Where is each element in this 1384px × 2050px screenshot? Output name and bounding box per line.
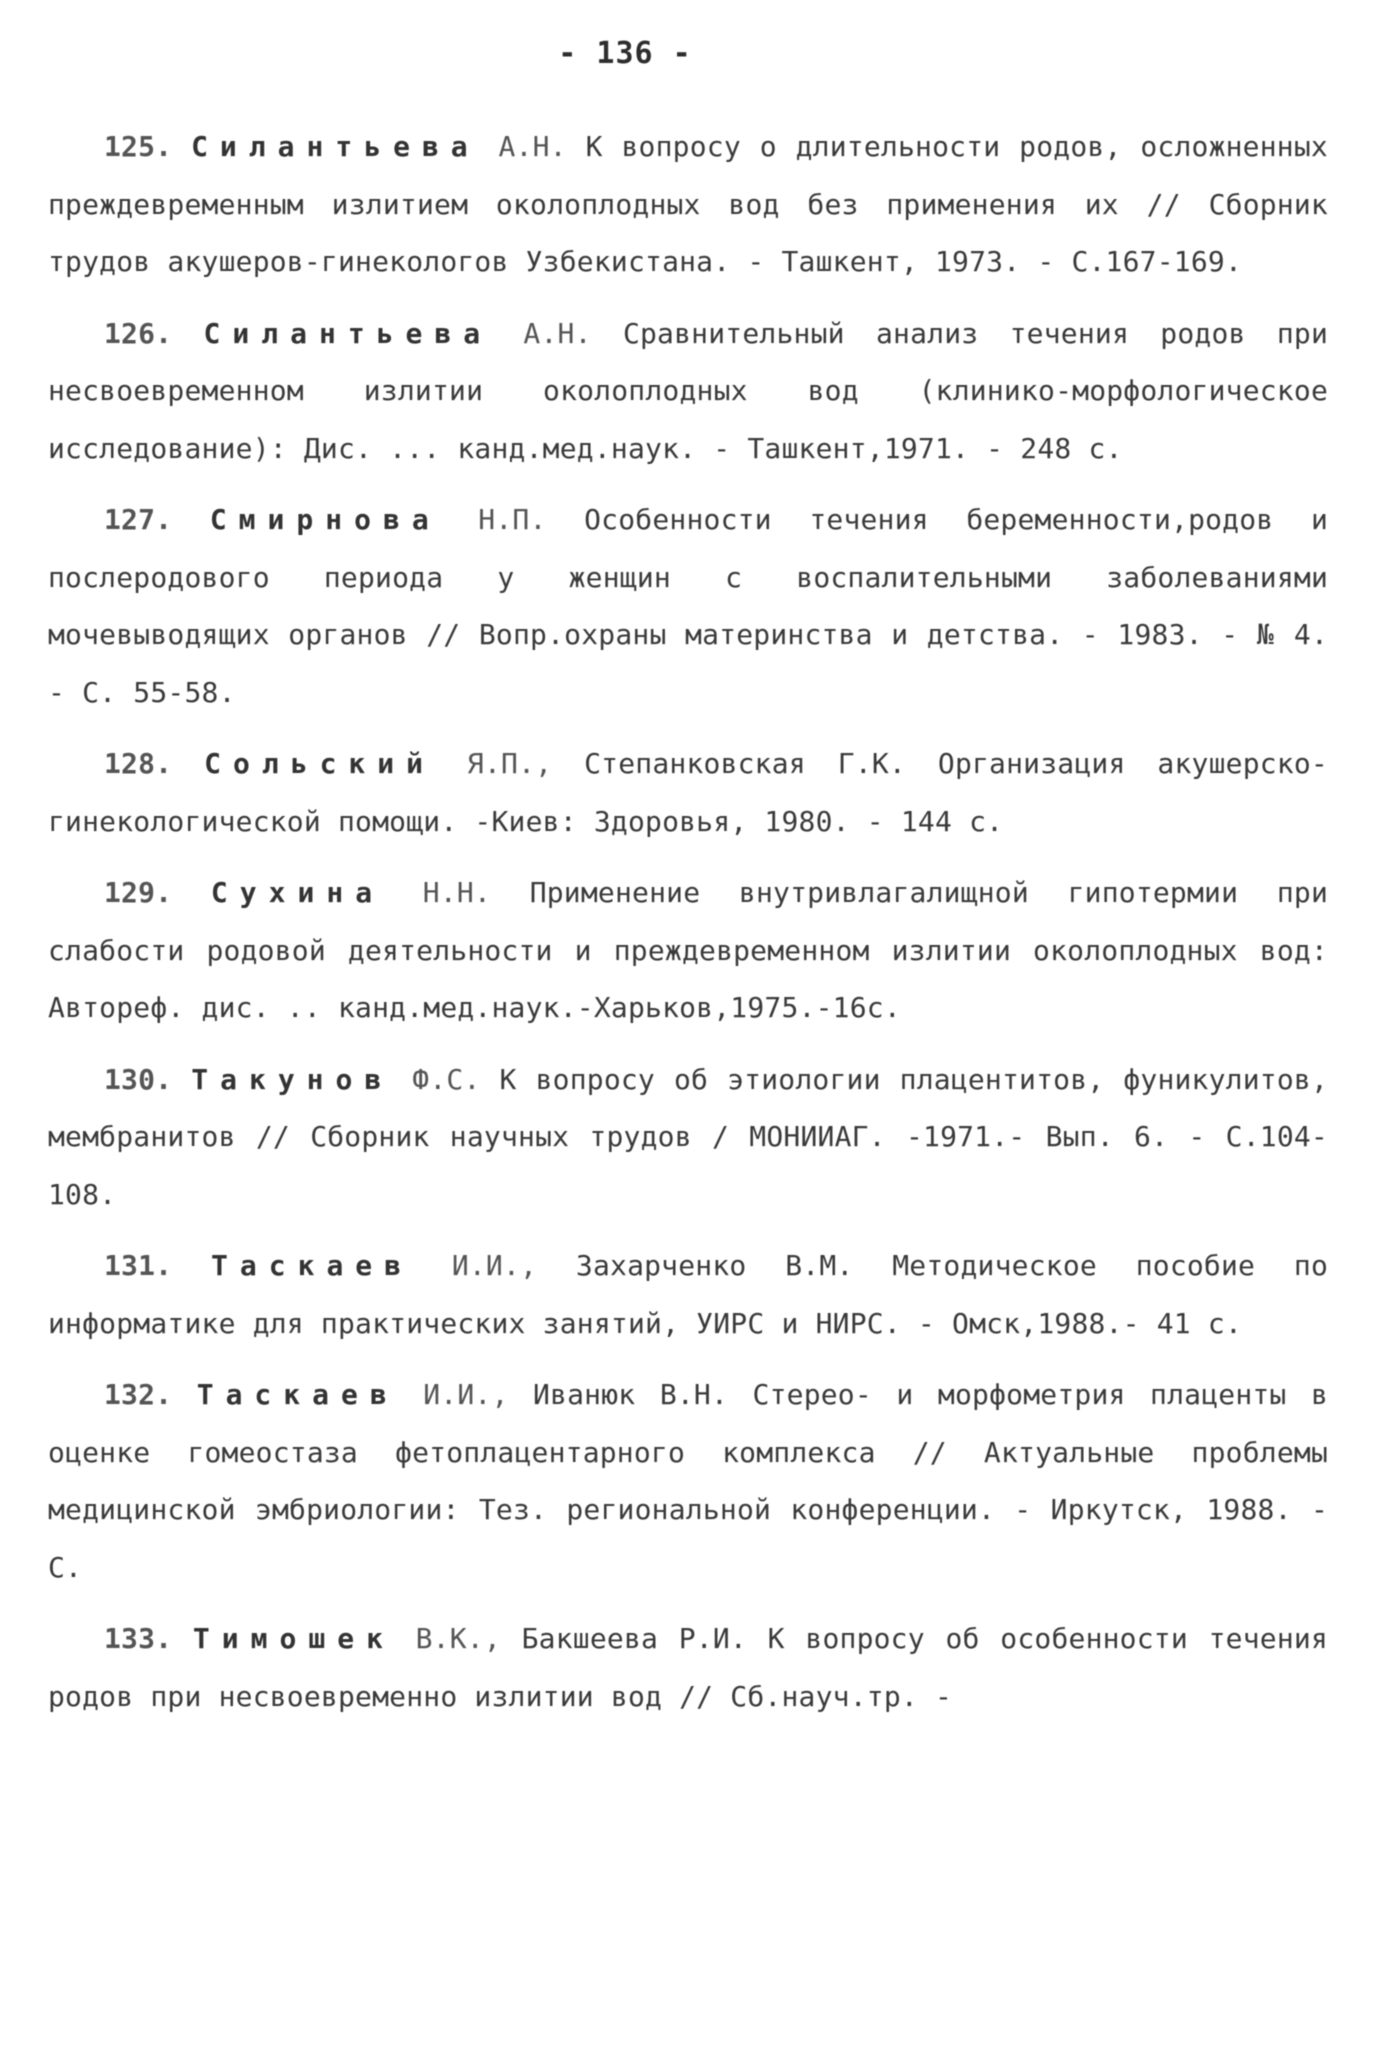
bibliography-entry-126 bbox=[48, 305, 1328, 478]
bibliography-entry-128 bbox=[48, 735, 1328, 850]
entry-initials: Я.П., bbox=[466, 747, 553, 780]
entry-initials: И.И., bbox=[423, 1378, 509, 1411]
entry-initials: В.К., bbox=[415, 1622, 501, 1655]
entry-author: Силантьева bbox=[191, 130, 480, 163]
entry-text: Степанковская Г.К. Организация акушерско-гинекологической помощи. -Киев: Здоровья, 1980. - 144 с. bbox=[48, 747, 1328, 838]
entry-text: Применение внутривлагалищной гипотермии при слабости родовой деятельности и преждевременном излитии околоплодных вод: Автореф. дис. .. канд.мед.наук.-Харьков,1975.-16с. bbox=[48, 876, 1329, 1024]
entry-text: К вопросу об этиологии плацентитов, фуникулитов, мембранитов // Сборник научных трудов / МОНИИАГ. -1971.- Вып. 6. - С.104-108. bbox=[48, 1062, 1329, 1211]
entry-number: 133. bbox=[104, 1622, 173, 1655]
bibliography-entry-133 bbox=[48, 1610, 1328, 1725]
entry-text: Сравнительный анализ течения родов при несвоевременном излитии околоплодных вод (клинико-морфологическое исследование): Дис. ... канд.мед.наук. - Ташкент,1971. - 248 с. bbox=[48, 316, 1329, 465]
entry-text: К вопросу о длительности родов, осложненных преждевременным излитием околоплодных вод без применения их // Сборник трудов акушеров-гинекологов Узбекистана. - Ташкент, 1973. - С.167-169. bbox=[48, 130, 1328, 278]
entry-initials: А.Н. bbox=[523, 316, 592, 350]
entry-initials: А.Н. bbox=[498, 130, 567, 163]
entry-author: Таскаев bbox=[196, 1378, 399, 1411]
entry-author: Таскаев bbox=[211, 1249, 414, 1282]
bibliography-entry-125 bbox=[48, 118, 1328, 291]
entry-author: Тимошек bbox=[192, 1622, 395, 1655]
bibliography-list bbox=[48, 118, 1328, 1739]
entry-author: Такунов bbox=[191, 1062, 394, 1096]
bibliography-entry-129 bbox=[48, 864, 1328, 1037]
entry-number: 126. bbox=[104, 316, 173, 350]
entry-initials: Ф.С. bbox=[412, 1062, 481, 1096]
entry-author: Силантьева bbox=[203, 316, 493, 350]
entry-text: Иванюк В.Н. Стерео- и морфометрия плаценты в оценке гомеостаза фетоплацентарного комплекса // Актуальные проблемы медицинской эмбриологии: Тез. региональной конференции. - Иркутск, 1988. - С. bbox=[48, 1378, 1329, 1584]
entry-text: Бакшеева Р.И. К вопросу об особенности течения родов при несвоевременно излитии вод // Сб.науч.тр. - bbox=[48, 1622, 1328, 1713]
page-number: - 136 - bbox=[558, 36, 692, 71]
entry-number: 132. bbox=[104, 1378, 173, 1411]
entry-text: Особенности течения беременности,родов и послеродового периода у женщин с воспалительными заболеваниями мочевыводящих органов // Вопр.охраны материнства и детства. - 1983. - № 4. - С. 55-58. bbox=[48, 503, 1328, 709]
entry-number: 131. bbox=[104, 1249, 173, 1282]
entry-number: 129. bbox=[104, 876, 173, 909]
entry-author: Сольский bbox=[204, 747, 435, 780]
entry-number: 128. bbox=[104, 747, 173, 780]
entry-initials: И.И., bbox=[451, 1249, 538, 1282]
bibliography-entry-130 bbox=[48, 1051, 1328, 1224]
entry-text: Захарченко В.М. Методическое пособие по информатике для практических занятий, УИРС и НИРС. - Омск,1988.- 41 с. bbox=[48, 1249, 1328, 1340]
entry-number: 127. bbox=[104, 503, 173, 536]
bibliography-entry-132 bbox=[48, 1366, 1328, 1596]
entry-author: Сухина bbox=[210, 876, 385, 909]
entry-author: Смирнова bbox=[209, 503, 441, 536]
entry-initials: Н.Н. bbox=[422, 876, 491, 909]
bibliography-entry-131 bbox=[48, 1237, 1328, 1352]
bibliography-entry-127 bbox=[48, 491, 1328, 721]
entry-number: 130. bbox=[104, 1062, 173, 1096]
entry-number: 125. bbox=[104, 130, 173, 163]
entry-initials: Н.П. bbox=[478, 503, 547, 536]
